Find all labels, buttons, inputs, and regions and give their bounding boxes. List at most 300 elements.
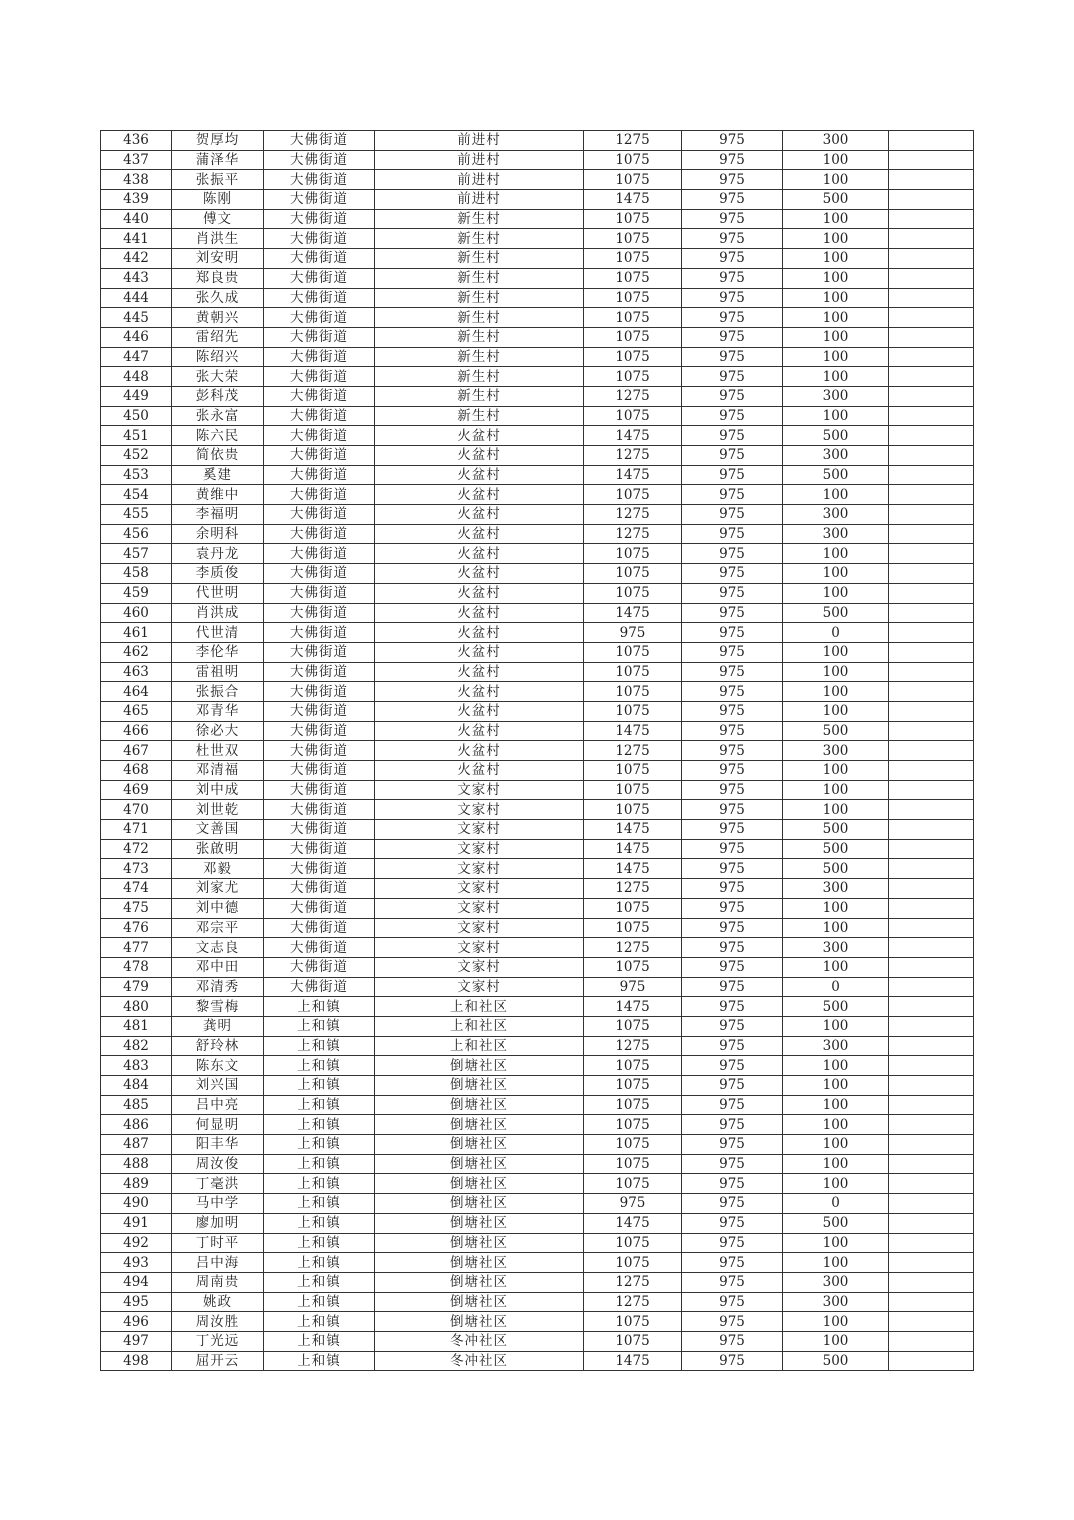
remark-cell (889, 1253, 974, 1273)
table-row (101, 603, 974, 623)
name-cell: 郑良贵 (172, 268, 264, 288)
remark-cell (889, 741, 974, 761)
table-row (101, 564, 974, 584)
table-row (101, 150, 974, 170)
amount-total-cell: 1075 (584, 780, 682, 800)
name-cell: 张振平 (172, 170, 264, 190)
town-cell: 大佛街道 (264, 820, 375, 840)
amount-total-cell: 1275 (584, 741, 682, 761)
name-cell: 代世明 (172, 583, 264, 603)
village-cell: 倒塘社区 (375, 1213, 584, 1233)
town-cell: 大佛街道 (264, 308, 375, 328)
remark-cell (889, 1331, 974, 1351)
table-row (101, 327, 974, 347)
amount-total-cell: 1075 (584, 288, 682, 308)
village-cell: 新生村 (375, 367, 584, 387)
amount-diff-cell: 100 (783, 229, 889, 249)
amount-total-cell: 1075 (584, 327, 682, 347)
table-row (101, 1036, 974, 1056)
name-cell: 周南贵 (172, 1272, 264, 1292)
town-cell: 上和镇 (264, 1016, 375, 1036)
amount-base-cell: 975 (682, 859, 783, 879)
town-cell: 大佛街道 (264, 918, 375, 938)
remark-cell (889, 465, 974, 485)
name-cell: 丁光远 (172, 1331, 264, 1351)
amount-total-cell: 1275 (584, 938, 682, 958)
amount-base-cell: 975 (682, 446, 783, 466)
village-cell: 文家村 (375, 879, 584, 899)
village-cell: 火盆村 (375, 564, 584, 584)
table-row (101, 623, 974, 643)
amount-base-cell: 975 (682, 288, 783, 308)
amount-total-cell: 1075 (584, 1233, 682, 1253)
town-cell: 大佛街道 (264, 957, 375, 977)
village-cell: 新生村 (375, 386, 584, 406)
village-cell: 新生村 (375, 406, 584, 426)
remark-cell (889, 662, 974, 682)
amount-total-cell: 1075 (584, 918, 682, 938)
amount-base-cell: 975 (682, 938, 783, 958)
village-cell: 新生村 (375, 209, 584, 229)
amount-base-cell: 975 (682, 1272, 783, 1292)
row-number-cell: 492 (101, 1233, 172, 1253)
amount-total-cell: 975 (584, 623, 682, 643)
amount-total-cell: 1275 (584, 131, 682, 151)
amount-base-cell: 975 (682, 623, 783, 643)
table-row (101, 426, 974, 446)
remark-cell (889, 1312, 974, 1332)
amount-diff-cell: 100 (783, 800, 889, 820)
amount-base-cell: 975 (682, 800, 783, 820)
table-row (101, 1056, 974, 1076)
name-cell: 邓毅 (172, 859, 264, 879)
town-cell: 大佛街道 (264, 583, 375, 603)
amount-base-cell: 975 (682, 406, 783, 426)
amount-base-cell: 975 (682, 918, 783, 938)
town-cell: 大佛街道 (264, 249, 375, 269)
remark-cell (889, 1213, 974, 1233)
name-cell: 黎雪梅 (172, 997, 264, 1017)
amount-total-cell: 1075 (584, 1154, 682, 1174)
village-cell: 上和社区 (375, 1036, 584, 1056)
amount-total-cell: 1275 (584, 1292, 682, 1312)
row-number-cell: 493 (101, 1253, 172, 1273)
town-cell: 大佛街道 (264, 288, 375, 308)
amount-diff-cell: 0 (783, 977, 889, 997)
amount-base-cell: 975 (682, 505, 783, 525)
amount-diff-cell: 100 (783, 918, 889, 938)
remark-cell (889, 524, 974, 544)
table-row (101, 524, 974, 544)
row-number-cell: 462 (101, 642, 172, 662)
amount-diff-cell: 300 (783, 1272, 889, 1292)
amount-diff-cell: 100 (783, 780, 889, 800)
amount-diff-cell: 300 (783, 386, 889, 406)
name-cell: 肖洪生 (172, 229, 264, 249)
table-row (101, 1174, 974, 1194)
table-row (101, 544, 974, 564)
table-row (101, 170, 974, 190)
remark-cell (889, 564, 974, 584)
town-cell: 大佛街道 (264, 150, 375, 170)
town-cell: 大佛街道 (264, 386, 375, 406)
village-cell: 火盆村 (375, 544, 584, 564)
town-cell: 大佛街道 (264, 485, 375, 505)
village-cell: 倒塘社区 (375, 1233, 584, 1253)
row-number-cell: 494 (101, 1272, 172, 1292)
remark-cell (889, 721, 974, 741)
row-number-cell: 470 (101, 800, 172, 820)
amount-diff-cell: 300 (783, 879, 889, 899)
amount-total-cell: 1475 (584, 820, 682, 840)
name-cell: 陈六民 (172, 426, 264, 446)
amount-total-cell: 1475 (584, 190, 682, 210)
village-cell: 火盆村 (375, 426, 584, 446)
amount-base-cell: 975 (682, 1233, 783, 1253)
amount-diff-cell: 100 (783, 406, 889, 426)
remark-cell (889, 938, 974, 958)
remark-cell (889, 446, 974, 466)
table-row (101, 229, 974, 249)
amount-diff-cell: 100 (783, 485, 889, 505)
row-number-cell: 479 (101, 977, 172, 997)
row-number-cell: 471 (101, 820, 172, 840)
row-number-cell: 468 (101, 761, 172, 781)
amount-base-cell: 975 (682, 603, 783, 623)
remark-cell (889, 268, 974, 288)
amount-total-cell: 1075 (584, 761, 682, 781)
name-cell: 李质俊 (172, 564, 264, 584)
town-cell: 上和镇 (264, 1233, 375, 1253)
town-cell: 大佛街道 (264, 859, 375, 879)
row-number-cell: 484 (101, 1076, 172, 1096)
amount-base-cell: 975 (682, 997, 783, 1017)
town-cell: 大佛街道 (264, 544, 375, 564)
town-cell: 大佛街道 (264, 977, 375, 997)
village-cell: 火盆村 (375, 485, 584, 505)
name-cell: 张大荣 (172, 367, 264, 387)
amount-base-cell: 975 (682, 229, 783, 249)
name-cell: 彭科茂 (172, 386, 264, 406)
amount-diff-cell: 100 (783, 1331, 889, 1351)
amount-diff-cell: 300 (783, 938, 889, 958)
village-cell: 火盆村 (375, 446, 584, 466)
village-cell: 前进村 (375, 190, 584, 210)
amount-diff-cell: 100 (783, 268, 889, 288)
row-number-cell: 438 (101, 170, 172, 190)
table-row (101, 367, 974, 387)
remark-cell (889, 603, 974, 623)
amount-base-cell: 975 (682, 1076, 783, 1096)
town-cell: 大佛街道 (264, 465, 375, 485)
village-cell: 前进村 (375, 150, 584, 170)
name-cell: 邓青华 (172, 701, 264, 721)
amount-base-cell: 975 (682, 1016, 783, 1036)
table-row (101, 485, 974, 505)
table-row (101, 918, 974, 938)
remark-cell (889, 918, 974, 938)
amount-diff-cell: 100 (783, 682, 889, 702)
amount-base-cell: 975 (682, 879, 783, 899)
amount-diff-cell: 100 (783, 367, 889, 387)
name-cell: 刘家尤 (172, 879, 264, 899)
table-row (101, 1115, 974, 1135)
town-cell: 上和镇 (264, 1095, 375, 1115)
town-cell: 上和镇 (264, 1213, 375, 1233)
amount-total-cell: 1075 (584, 1115, 682, 1135)
amount-base-cell: 975 (682, 190, 783, 210)
amount-total-cell: 1075 (584, 367, 682, 387)
amount-base-cell: 975 (682, 1154, 783, 1174)
row-number-cell: 440 (101, 209, 172, 229)
remark-cell (889, 249, 974, 269)
table-row (101, 1351, 974, 1371)
village-cell: 火盆村 (375, 623, 584, 643)
town-cell: 大佛街道 (264, 327, 375, 347)
name-cell: 邓清秀 (172, 977, 264, 997)
town-cell: 上和镇 (264, 1312, 375, 1332)
remark-cell (889, 1056, 974, 1076)
table-row (101, 977, 974, 997)
town-cell: 大佛街道 (264, 761, 375, 781)
remark-cell (889, 898, 974, 918)
amount-base-cell: 975 (682, 682, 783, 702)
amount-base-cell: 975 (682, 583, 783, 603)
amount-base-cell: 975 (682, 386, 783, 406)
village-cell: 文家村 (375, 859, 584, 879)
row-number-cell: 453 (101, 465, 172, 485)
amount-total-cell: 1475 (584, 839, 682, 859)
table-row (101, 859, 974, 879)
remark-cell (889, 150, 974, 170)
row-number-cell: 455 (101, 505, 172, 525)
town-cell: 大佛街道 (264, 839, 375, 859)
town-cell: 上和镇 (264, 1174, 375, 1194)
name-cell: 姚政 (172, 1292, 264, 1312)
table-row (101, 701, 974, 721)
amount-total-cell: 1075 (584, 1056, 682, 1076)
amount-total-cell: 1275 (584, 386, 682, 406)
amount-total-cell: 1075 (584, 1174, 682, 1194)
town-cell: 大佛街道 (264, 190, 375, 210)
row-number-cell: 445 (101, 308, 172, 328)
name-cell: 周汝俊 (172, 1154, 264, 1174)
amount-base-cell: 975 (682, 308, 783, 328)
remark-cell (889, 1154, 974, 1174)
amount-diff-cell: 500 (783, 465, 889, 485)
town-cell: 大佛街道 (264, 800, 375, 820)
amount-total-cell: 1275 (584, 505, 682, 525)
remark-cell (889, 997, 974, 1017)
amount-base-cell: 975 (682, 662, 783, 682)
row-number-cell: 487 (101, 1135, 172, 1155)
row-number-cell: 458 (101, 564, 172, 584)
amount-diff-cell: 500 (783, 1351, 889, 1371)
remark-cell (889, 1016, 974, 1036)
amount-total-cell: 1275 (584, 879, 682, 899)
table-row (101, 308, 974, 328)
name-cell: 文志良 (172, 938, 264, 958)
village-cell: 新生村 (375, 347, 584, 367)
row-number-cell: 480 (101, 997, 172, 1017)
remark-cell (889, 426, 974, 446)
name-cell: 刘世乾 (172, 800, 264, 820)
town-cell: 上和镇 (264, 1135, 375, 1155)
amount-diff-cell: 100 (783, 249, 889, 269)
town-cell: 上和镇 (264, 1056, 375, 1076)
amount-diff-cell: 100 (783, 1154, 889, 1174)
amount-total-cell: 1075 (584, 1135, 682, 1155)
table-row (101, 839, 974, 859)
amount-diff-cell: 300 (783, 131, 889, 151)
village-cell: 火盆村 (375, 603, 584, 623)
name-cell: 黄朝兴 (172, 308, 264, 328)
town-cell: 大佛街道 (264, 682, 375, 702)
table-row (101, 1016, 974, 1036)
town-cell: 大佛街道 (264, 446, 375, 466)
amount-diff-cell: 100 (783, 1076, 889, 1096)
village-cell: 文家村 (375, 800, 584, 820)
remark-cell (889, 780, 974, 800)
remark-cell (889, 642, 974, 662)
name-cell: 刘安明 (172, 249, 264, 269)
town-cell: 上和镇 (264, 1115, 375, 1135)
table-row (101, 1312, 974, 1332)
name-cell: 周汝胜 (172, 1312, 264, 1332)
town-cell: 大佛街道 (264, 780, 375, 800)
table-row (101, 1292, 974, 1312)
amount-total-cell: 1075 (584, 1312, 682, 1332)
row-number-cell: 475 (101, 898, 172, 918)
remark-cell (889, 1351, 974, 1371)
amount-total-cell: 1275 (584, 1036, 682, 1056)
row-number-cell: 497 (101, 1331, 172, 1351)
village-cell: 倒塘社区 (375, 1135, 584, 1155)
row-number-cell: 450 (101, 406, 172, 426)
village-cell: 火盆村 (375, 642, 584, 662)
row-number-cell: 441 (101, 229, 172, 249)
row-number-cell: 452 (101, 446, 172, 466)
amount-total-cell: 1075 (584, 898, 682, 918)
amount-diff-cell: 500 (783, 1213, 889, 1233)
amount-base-cell: 975 (682, 465, 783, 485)
amount-diff-cell: 100 (783, 761, 889, 781)
village-cell: 倒塘社区 (375, 1076, 584, 1096)
amount-total-cell: 1075 (584, 1253, 682, 1273)
row-number-cell: 473 (101, 859, 172, 879)
amount-total-cell: 975 (584, 977, 682, 997)
village-cell: 文家村 (375, 977, 584, 997)
amount-diff-cell: 100 (783, 347, 889, 367)
row-number-cell: 472 (101, 839, 172, 859)
amount-diff-cell: 100 (783, 170, 889, 190)
row-number-cell: 485 (101, 1095, 172, 1115)
town-cell: 上和镇 (264, 1154, 375, 1174)
amount-base-cell: 975 (682, 524, 783, 544)
table-row (101, 131, 974, 151)
amount-diff-cell: 100 (783, 1174, 889, 1194)
amount-total-cell: 1075 (584, 209, 682, 229)
table-row (101, 820, 974, 840)
remark-cell (889, 288, 974, 308)
amount-base-cell: 975 (682, 1213, 783, 1233)
amount-base-cell: 975 (682, 268, 783, 288)
village-cell: 文家村 (375, 938, 584, 958)
amount-base-cell: 975 (682, 977, 783, 997)
amount-base-cell: 975 (682, 367, 783, 387)
amount-total-cell: 1075 (584, 564, 682, 584)
amount-diff-cell: 100 (783, 1233, 889, 1253)
town-cell: 上和镇 (264, 1292, 375, 1312)
table-row (101, 505, 974, 525)
remark-cell (889, 406, 974, 426)
amount-diff-cell: 100 (783, 288, 889, 308)
village-cell: 文家村 (375, 820, 584, 840)
amount-diff-cell: 500 (783, 859, 889, 879)
name-cell: 舒玲林 (172, 1036, 264, 1056)
name-cell: 张永富 (172, 406, 264, 426)
name-cell: 陈东文 (172, 1056, 264, 1076)
village-cell: 火盆村 (375, 524, 584, 544)
amount-diff-cell: 100 (783, 150, 889, 170)
village-cell: 倒塘社区 (375, 1154, 584, 1174)
data-table (100, 130, 974, 1371)
name-cell: 余明科 (172, 524, 264, 544)
remark-cell (889, 209, 974, 229)
table-row (101, 386, 974, 406)
amount-total-cell: 1475 (584, 426, 682, 446)
amount-total-cell: 1075 (584, 1016, 682, 1036)
name-cell: 张久成 (172, 288, 264, 308)
town-cell: 大佛街道 (264, 721, 375, 741)
table-row (101, 190, 974, 210)
amount-diff-cell: 100 (783, 564, 889, 584)
town-cell: 大佛街道 (264, 603, 375, 623)
table-row (101, 642, 974, 662)
table-row (101, 268, 974, 288)
village-cell: 上和社区 (375, 997, 584, 1017)
town-cell: 大佛街道 (264, 406, 375, 426)
name-cell: 丁时平 (172, 1233, 264, 1253)
amount-diff-cell: 100 (783, 1253, 889, 1273)
town-cell: 大佛街道 (264, 505, 375, 525)
remark-cell (889, 879, 974, 899)
remark-cell (889, 327, 974, 347)
table-row (101, 288, 974, 308)
amount-diff-cell: 500 (783, 997, 889, 1017)
row-number-cell: 491 (101, 1213, 172, 1233)
amount-total-cell: 1075 (584, 642, 682, 662)
name-cell: 陈绍兴 (172, 347, 264, 367)
amount-diff-cell: 300 (783, 446, 889, 466)
village-cell: 倒塘社区 (375, 1115, 584, 1135)
amount-total-cell: 1075 (584, 170, 682, 190)
town-cell: 上和镇 (264, 1272, 375, 1292)
town-cell: 大佛街道 (264, 564, 375, 584)
amount-diff-cell: 100 (783, 1056, 889, 1076)
remark-cell (889, 1233, 974, 1253)
amount-diff-cell: 100 (783, 1095, 889, 1115)
name-cell: 雷祖明 (172, 662, 264, 682)
town-cell: 大佛街道 (264, 268, 375, 288)
village-cell: 火盆村 (375, 465, 584, 485)
amount-base-cell: 975 (682, 1056, 783, 1076)
name-cell: 吕中海 (172, 1253, 264, 1273)
amount-diff-cell: 300 (783, 524, 889, 544)
village-cell: 文家村 (375, 898, 584, 918)
table-row (101, 1331, 974, 1351)
name-cell: 刘中成 (172, 780, 264, 800)
